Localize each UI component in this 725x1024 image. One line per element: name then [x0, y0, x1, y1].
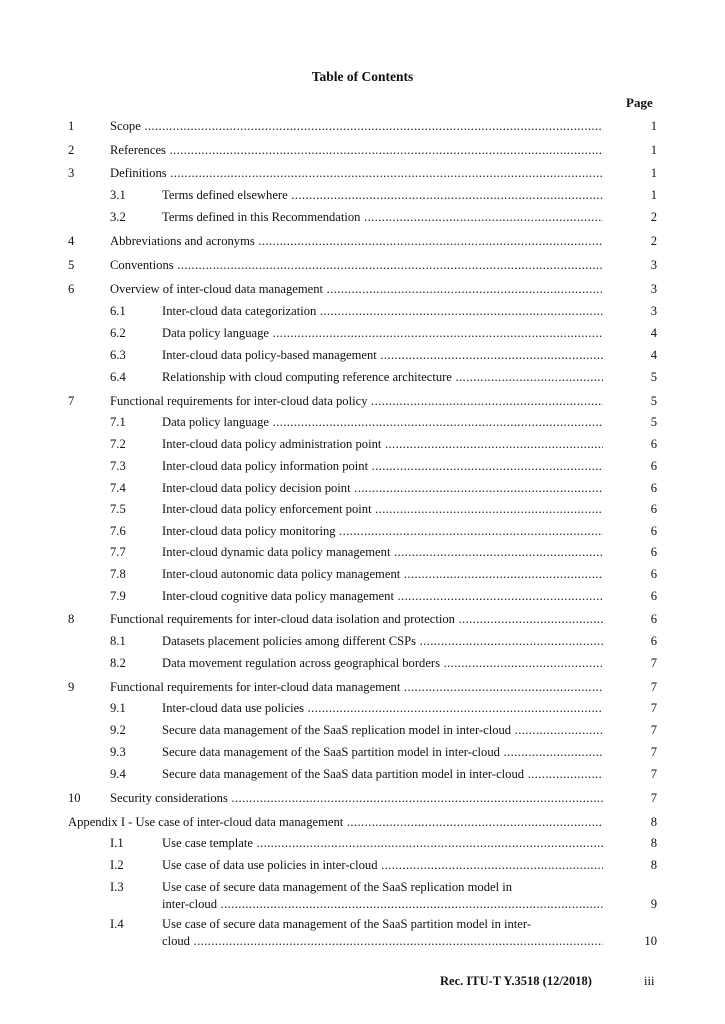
entry-title: Data movement regulation across geographical borders ..... — [162, 654, 603, 672]
entry-page: 2 — [650, 234, 657, 248]
entry-page: 5 — [650, 370, 657, 384]
toc-entry-3-1[interactable] — [68, 186, 657, 204]
entry-page: 6 — [650, 524, 657, 538]
entry-page: 4 — [650, 348, 657, 362]
entry-title: Inter-cloud data policy information point ..... — [162, 457, 603, 475]
entry-page: 4 — [650, 326, 657, 340]
entry-number: 6.2 — [110, 326, 126, 340]
entry-title: Appendix I - Use case of inter-cloud data management ..... — [68, 813, 603, 831]
entry-title: Functional requirements for inter-cloud data management ..... — [110, 678, 603, 696]
toc-entry-7-6[interactable] — [68, 522, 657, 540]
toc-entry-10[interactable] — [68, 789, 657, 807]
toc-entry-6-1[interactable] — [68, 302, 657, 320]
entry-page: 7 — [650, 723, 657, 737]
entry-page: 3 — [650, 258, 657, 272]
toc-entry-3[interactable] — [68, 164, 657, 182]
entry-title: cloud ..... — [162, 932, 603, 950]
entry-title-line1: Use case of secure data management of the SaaS replication model in — [162, 880, 513, 894]
toc-entry-7-5[interactable] — [68, 500, 657, 518]
entry-page: 7 — [650, 656, 657, 670]
entry-page: 1 — [650, 119, 657, 133]
toc-entry-7-9[interactable] — [68, 587, 657, 605]
entry-page: 7 — [650, 767, 657, 781]
toc-entry-2[interactable] — [68, 141, 657, 159]
entry-page: 3 — [650, 282, 657, 296]
toc-entry-9-2[interactable] — [68, 721, 657, 739]
entry-title: Secure data management of the SaaS partition model in inter-cloud ..... — [162, 743, 603, 761]
entry-page: 8 — [650, 836, 657, 850]
toc-entry-7-7[interactable] — [68, 543, 657, 561]
entry-number: 7.9 — [110, 589, 126, 603]
toc-entry-i-4[interactable] — [68, 932, 657, 950]
entry-number: 7 — [68, 394, 75, 408]
footer-recommendation: Rec. ITU-T Y.3518 (12/2018) — [440, 974, 592, 988]
entry-title: Use case of data use policies in inter-cloud ..... — [162, 856, 603, 874]
toc-entry-8-1[interactable] — [68, 632, 657, 650]
entry-title: Inter-cloud dynamic data policy management ..... — [162, 543, 603, 561]
entry-page: 5 — [650, 394, 657, 408]
entry-title: Secure data management of the SaaS replication model in inter-cloud ..... — [162, 721, 603, 739]
entry-number: 8.1 — [110, 634, 126, 648]
toc-entry-1[interactable] — [68, 117, 657, 135]
entry-title: Abbreviations and acronyms ..... — [110, 232, 603, 250]
entry-page: 3 — [650, 304, 657, 318]
toc-entry-9-1[interactable] — [68, 699, 657, 717]
toc-entry-8-2[interactable] — [68, 654, 657, 672]
entry-title: Functional requirements for inter-cloud data policy ..... — [110, 392, 603, 410]
toc-entry-7[interactable] — [68, 392, 657, 410]
entry-title: Relationship with cloud computing reference architecture ..... — [162, 368, 603, 386]
entry-number: I.1 — [110, 836, 124, 850]
entry-title: Definitions ..... — [110, 164, 603, 182]
entry-title: Inter-cloud data policy enforcement point ..... — [162, 500, 603, 518]
entry-number: 7.1 — [110, 415, 126, 429]
entry-number: 3 — [68, 166, 75, 180]
entry-title: Datasets placement policies among different CSPs ..... — [162, 632, 603, 650]
entry-title: Inter-cloud data policy-based management ..... — [162, 346, 603, 364]
entry-number: 9.1 — [110, 701, 126, 715]
toc-entry-6-3[interactable] — [68, 346, 657, 364]
entry-number: 7.3 — [110, 459, 126, 473]
entry-page: 6 — [650, 589, 657, 603]
entry-page: 6 — [650, 459, 657, 473]
entry-page: 6 — [650, 502, 657, 516]
toc-entry-9[interactable] — [68, 678, 657, 696]
entry-number: I.2 — [110, 858, 124, 872]
entry-page: 6 — [650, 545, 657, 559]
entry-title: Data policy language ..... — [162, 324, 603, 342]
toc-entry-5[interactable] — [68, 256, 657, 274]
entry-number: 7.6 — [110, 524, 126, 538]
toc-entry-i-3-number[interactable] — [68, 878, 657, 896]
toc-entry-i-2[interactable] — [68, 856, 657, 874]
entry-number: 2 — [68, 143, 75, 157]
entry-page: 2 — [650, 210, 657, 224]
entry-page: 7 — [650, 745, 657, 759]
entry-number: 9.3 — [110, 745, 126, 759]
entry-number: 5 — [68, 258, 75, 272]
entry-title: Use case template ..... — [162, 834, 603, 852]
entry-page: 6 — [650, 437, 657, 451]
entry-title: inter-cloud ..... — [162, 895, 603, 913]
entry-page: 5 — [650, 415, 657, 429]
entry-title-line1: Use case of secure data management of the SaaS partition model in inter- — [162, 917, 532, 931]
entry-number: 9.2 — [110, 723, 126, 737]
toc-entry-9-3[interactable] — [68, 743, 657, 761]
footer-page-number: iii — [644, 974, 655, 988]
entry-page: 1 — [650, 188, 657, 202]
entry-number: I.4 — [110, 917, 124, 931]
entry-title: Data policy language ..... — [162, 413, 603, 431]
toc-entry-i-4-number[interactable] — [68, 915, 657, 933]
entry-number: 4 — [68, 234, 75, 248]
toc-entry-7-2[interactable] — [68, 435, 657, 453]
entry-number: 3.1 — [110, 188, 126, 202]
entry-page: 1 — [650, 166, 657, 180]
toc-entry-appendix-i[interactable] — [68, 813, 657, 831]
entry-page: 6 — [650, 567, 657, 581]
entry-title: Security considerations ..... — [110, 789, 603, 807]
entry-number: 6.4 — [110, 370, 126, 384]
entry-number: 7.4 — [110, 481, 126, 495]
toc-entry-6-4[interactable] — [68, 368, 657, 386]
entry-page: 6 — [650, 612, 657, 626]
entry-page: 8 — [650, 815, 657, 829]
entry-title: Inter-cloud autonomic data policy management ..... — [162, 565, 603, 583]
entry-title: Overview of inter-cloud data management ..... — [110, 280, 603, 298]
entry-number: 6.3 — [110, 348, 126, 362]
entry-number: 7.5 — [110, 502, 126, 516]
entry-number: 6.1 — [110, 304, 126, 318]
entry-page: 6 — [650, 634, 657, 648]
entry-number: 8 — [68, 612, 75, 626]
toc-entry-7-3[interactable] — [68, 457, 657, 475]
page-column-label: Page — [626, 95, 653, 110]
entry-number: 6 — [68, 282, 75, 296]
entry-title: Inter-cloud data policy administration point ..... — [162, 435, 603, 453]
entry-number: 7.7 — [110, 545, 126, 559]
toc-entry-7-1[interactable] — [68, 413, 657, 431]
entry-page: 9 — [650, 897, 657, 911]
toc-entry-i-1[interactable] — [68, 834, 657, 852]
entry-title: Scope ..... — [110, 117, 603, 135]
entry-page: 1 — [650, 143, 657, 157]
entry-page: 7 — [650, 701, 657, 715]
toc-entry-7-4[interactable] — [68, 479, 657, 497]
toc-entry-3-2[interactable] — [68, 208, 657, 226]
toc-entry-9-4[interactable] — [68, 765, 657, 783]
entry-number: 3.2 — [110, 210, 126, 224]
entry-title: Inter-cloud data use policies ..... — [162, 699, 603, 717]
entry-number: 1 — [68, 119, 75, 133]
toc-entry-6[interactable] — [68, 280, 657, 298]
entry-title: Secure data management of the SaaS data partition model in inter-cloud ..... — [162, 765, 603, 783]
entry-page: 7 — [650, 680, 657, 694]
entry-number: 9 — [68, 680, 75, 694]
entry-page: 7 — [650, 791, 657, 805]
toc-entry-6-2[interactable] — [68, 324, 657, 342]
entry-title: Functional requirements for inter-cloud data isolation and protection ..... — [110, 610, 603, 628]
toc-entry-4[interactable] — [68, 232, 657, 250]
entry-number: 9.4 — [110, 767, 126, 781]
entry-title: Inter-cloud data policy decision point ..... — [162, 479, 603, 497]
entry-title: Conventions ..... — [110, 256, 603, 274]
entry-title: Inter-cloud cognitive data policy management ..... — [162, 587, 603, 605]
entry-number: 7.2 — [110, 437, 126, 451]
entry-number: 8.2 — [110, 656, 126, 670]
entry-title: Inter-cloud data policy monitoring ..... — [162, 522, 603, 540]
toc-entry-i-3[interactable] — [68, 895, 657, 913]
toc-entry-8[interactable] — [68, 610, 657, 628]
entry-title: Terms defined elsewhere ..... — [162, 186, 603, 204]
entry-number: 10 — [68, 791, 81, 805]
entry-title: Inter-cloud data categorization ..... — [162, 302, 603, 320]
entry-number: I.3 — [110, 880, 124, 894]
entry-title: References ..... — [110, 141, 603, 159]
entry-page: 6 — [650, 481, 657, 495]
entry-number: 7.8 — [110, 567, 126, 581]
entry-page: 8 — [650, 858, 657, 872]
toc-heading: Table of Contents — [311, 69, 414, 84]
entry-title: Terms defined in this Recommendation ..... — [162, 208, 603, 226]
entry-page: 10 — [644, 934, 657, 948]
toc-entry-7-8[interactable] — [68, 565, 657, 583]
